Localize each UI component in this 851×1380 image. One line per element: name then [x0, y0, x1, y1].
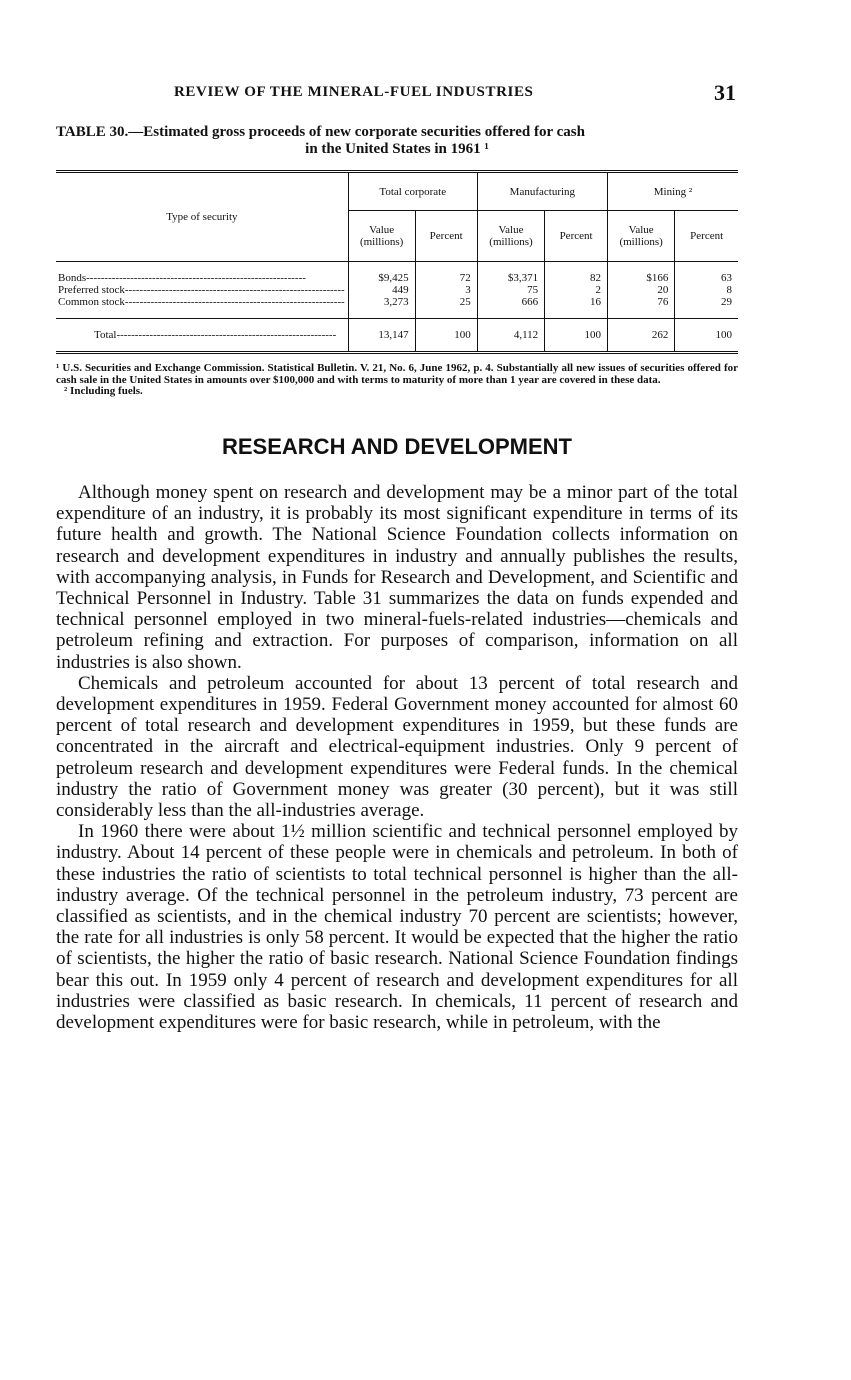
- footnote-1: ¹ U.S. Securities and Exchange Commission. Statistical Bulletin. V. 21, No. 6, June 1962, p. 4. Substantially all new issues of securities offered for cash sale in the United States in amounts over $100,000 and with terms to maturity of more than 1 year are covered in these data.: [56, 362, 738, 386]
- table-cell: 4,112: [477, 319, 544, 353]
- group-header-mining: Mining ²: [607, 172, 738, 211]
- table-caption: [56, 124, 738, 158]
- paragraph-3: In 1960 there were about 1½ million scientific and technical personnel employed by industry. About 14 percent of these people were in chemicals and petroleum. In both of these industries the ratio of scientists to total technical personnel is higher than the all-industry average. Of the technical personnel in the petroleum industry, 73 percent are classified as scientists, and in the chemical industry 70 percent are scientists; however, the rate for all industries is only 58 percent. It would be expected that the higher the ratio of scientists, the higher the ratio of basic research. National Science Foundation findings bear this out. In 1959 only 4 percent of research and development expenditures for all industries were classified as basic research. In chemicals, 11 percent of research and development expenditures were for basic research, while in petroleum, with the: [56, 821, 738, 1034]
- running-title: REVIEW OF THE MINERAL-FUEL INDUSTRIES: [174, 84, 534, 100]
- header-value: Value (millions): [607, 211, 674, 262]
- running-head: [56, 80, 738, 104]
- securities-table: [56, 170, 738, 354]
- header-value: Value (millions): [348, 211, 415, 262]
- body-text: [56, 482, 738, 1033]
- row-label-common-stock: Common stock------------------------------------------------------------: [58, 296, 345, 308]
- table-cell: $9,425: [378, 272, 409, 284]
- table-cell: 2: [595, 284, 601, 296]
- table-body-rows: [56, 262, 738, 319]
- table-cell: 76: [657, 296, 669, 308]
- table-cell: 3: [465, 284, 471, 296]
- table-cell: 262: [607, 319, 674, 353]
- table-cell: 3,273: [383, 296, 409, 308]
- table-cell: 16: [589, 296, 601, 308]
- row-label-total: Total------------------------------------------------------------: [56, 319, 348, 353]
- header-percent: Percent: [415, 211, 477, 262]
- table-cell: 449: [392, 284, 409, 296]
- table-cell: $3,371: [507, 272, 539, 284]
- table-total-row: [56, 319, 738, 353]
- table-footnotes: [56, 363, 738, 398]
- table-cell: 75: [527, 284, 539, 296]
- table-cell: 29: [721, 296, 732, 308]
- paragraph-2: Chemicals and petroleum accounted for about 13 percent of total research and development expenditures in 1959. Federal Government money accounted for almost 60 percent of total research and development expenditures in 1959, but these funds are concentrated in the aircraft and electrical-equipment industries. Only 9 percent of petroleum research and development expenditures were Federal funds. In the chemical industry the ratio of Government money was greater (30 percent), but it was still considerably less than the all-industries average.: [56, 672, 738, 822]
- page-number: 31: [714, 80, 736, 105]
- table-cell: 72: [459, 272, 471, 284]
- group-header-total-corporate: Total corporate: [348, 172, 477, 211]
- row-label-bonds: Bonds------------------------------------------------------------: [58, 272, 306, 284]
- paragraph-1: Although money spent on research and development may be a minor part of the total expenditure of an industry, it is probably its most significant expenditure in terms of its future health and growth. The National Science Foundation collects information on research and development expenditures in industry and annually publishes the results, with accompanying analysis, in Funds for Research and Development, and Scientific and Technical Personnel in Industry. Table 31 summarizes the data on funds expended and technical personnel employed in two mineral-fuels-related industries—chemicals and petroleum refining and extraction. For purposes of comparison, information on all industries is also shown.: [56, 482, 738, 673]
- table-cell: 100: [545, 319, 608, 353]
- table-caption-line-2: in the United States in 1961 ¹: [305, 141, 489, 157]
- table-cell: 63: [721, 272, 732, 284]
- footnote-2: ² Including fuels.: [64, 385, 143, 397]
- table-cell: 100: [415, 319, 477, 353]
- table-cell: 13,147: [348, 319, 415, 353]
- header-value: Value (millions): [477, 211, 544, 262]
- group-header-manufacturing: Manufacturing: [477, 172, 607, 211]
- table-cell: 666: [521, 296, 539, 308]
- table-cell: 25: [459, 296, 471, 308]
- section-heading: RESEARCH AND DEVELOPMENT: [222, 434, 572, 459]
- table-caption-line-1: TABLE 30.—Estimated gross proceeds of new corporate securities offered for cash: [56, 124, 585, 140]
- table-cell: $166: [646, 272, 669, 284]
- table-cell: 20: [657, 284, 669, 296]
- row-label-preferred-stock: Preferred stock------------------------------------------------------------: [58, 284, 345, 296]
- table-cell: 82: [589, 272, 601, 284]
- type-of-security-header: Type of security: [56, 172, 348, 262]
- table-cell: 8: [726, 284, 732, 296]
- header-percent: Percent: [675, 211, 738, 262]
- header-percent: Percent: [545, 211, 608, 262]
- table-cell: 100: [675, 319, 738, 353]
